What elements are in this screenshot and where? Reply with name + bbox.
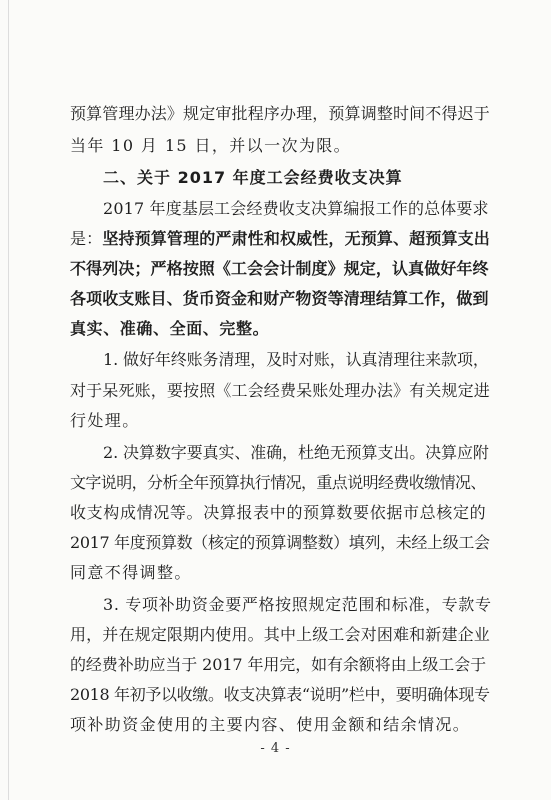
page-number: - 4 - bbox=[260, 741, 291, 756]
text-segment: 是： bbox=[70, 229, 103, 248]
emphasis-line: 不得列决；严格按照《工会会计制度》规定，认真做好年终 bbox=[70, 259, 489, 278]
text-line: 3. 专项补助资金要严格按照规定范围和标准，专款专 bbox=[103, 595, 492, 614]
emphasis-text: 坚持预算管理的严肃性和权威性，无预算、超预算支出 bbox=[102, 229, 490, 248]
text-line: 1. 做好年终账务清理，及时对账，认真清理往来款项， bbox=[103, 350, 489, 369]
scan-edge-line bbox=[8, 0, 9, 800]
text-line: 2017 年度基层工会经费收支决算编报工作的总体要求 bbox=[103, 199, 489, 218]
emphasis-line: 真实、准确、全面、完整。 bbox=[70, 319, 270, 338]
text-line: 同意不得调整。 bbox=[70, 563, 192, 582]
text-line: 文字说明，分析全年预算执行情况，重点说明经费收缴情况、 bbox=[70, 473, 486, 492]
text-line: 用，并在规定限期内使用。其中上级工会对困难和新建企业 bbox=[70, 625, 490, 644]
section-heading: 二、关于 2017 年度工会经费收支决算 bbox=[103, 168, 403, 187]
emphasis-line: 各项收支账目、货币资金和财产物资等清理结算工作，做到 bbox=[70, 289, 489, 308]
text-line: 行处理。 bbox=[70, 411, 140, 430]
text-line: 对于呆死账，要按照《工会经费呆账处理办法》有关规定进 bbox=[70, 381, 490, 400]
text-line bbox=[70, 229, 490, 249]
text-line: 2018 年初予以收缴。收支决算表“说明”栏中，要明确体现专 bbox=[70, 685, 490, 704]
text-line: 收支构成情况等。决算报表中的预算数要依据市总核定的 bbox=[70, 503, 487, 522]
text-line: 预算管理办法》规定审批程序办理，预算调整时间不得迟于 bbox=[70, 104, 490, 123]
text-line: 2017 年度预算数（核定的预算调整数）填列，未经上级工会 bbox=[70, 533, 490, 552]
text-line: 当年 10 月 15 日，并以一次为限。 bbox=[70, 136, 352, 155]
text-line: 的经费补助应当于 2017 年用完，如有余额将由上级工会于 bbox=[70, 655, 486, 674]
text-line: 2. 决算数字要真实、准确，杜绝无预算支出。决算应附 bbox=[103, 443, 489, 462]
text-line: 项补助资金使用的主要内容、使用金额和结余情况。 bbox=[70, 715, 471, 734]
